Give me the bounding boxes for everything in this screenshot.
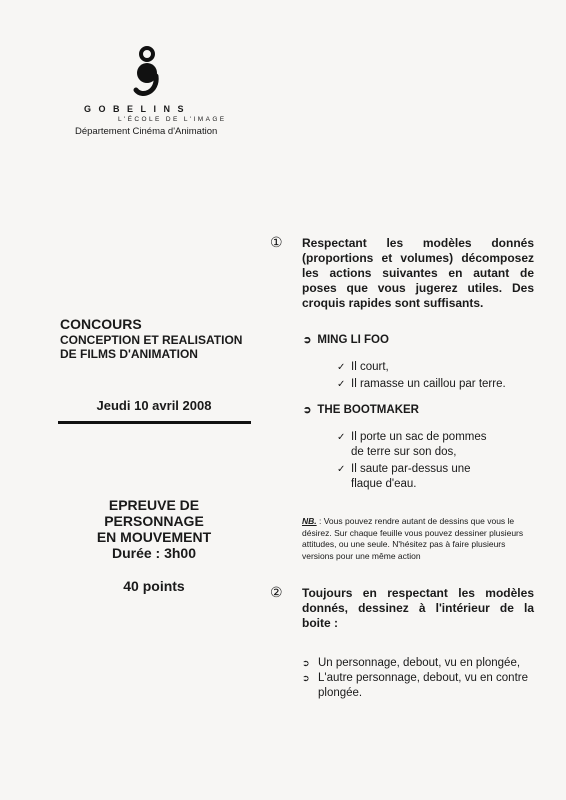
question-line: poses que vous jugerez utiles. Des: [302, 281, 534, 295]
question-line: (proportions et volumes) décomposez: [302, 251, 534, 265]
list-item-text: L'autre personnage, debout, vu en contre plongée.: [318, 672, 528, 699]
section-bootmaker: [303, 404, 419, 416]
list-item: [302, 656, 538, 671]
duration: Durée : 3h00: [111, 545, 197, 561]
nb-label: NB.: [302, 516, 317, 526]
department-label: Département Cinéma d'Animation: [75, 126, 218, 137]
list-item: [302, 671, 538, 701]
question-2-text: [302, 586, 534, 631]
section-2-list: [337, 430, 487, 494]
logo-name: GOBELINS: [84, 104, 192, 114]
concours-title: CONCOURS: [60, 316, 142, 332]
question-line: croquis rapides sont suffisants.: [302, 296, 484, 310]
question-line: boite :: [302, 616, 338, 630]
question-1-number: ①: [270, 234, 283, 250]
question-line: Toujours en respectant les modèles: [302, 586, 534, 600]
epreuve-line: EN MOUVEMENT: [96, 529, 212, 545]
arrow-icon: ➲: [303, 405, 312, 416]
arrow-icon: ➲: [302, 673, 310, 683]
list-item-text: Il saute par-dessus une flaque d'eau.: [351, 463, 471, 490]
question-1-text: [302, 236, 534, 311]
list-item: [337, 430, 487, 460]
gobelins-logo: [130, 46, 164, 100]
list-item: [337, 360, 537, 375]
question-2-number: ②: [270, 584, 283, 600]
list-item: [337, 377, 537, 392]
list-item: [337, 462, 487, 492]
section-1-list: [337, 360, 537, 394]
concours-subtitle-line: CONCEPTION ET REALISATION: [60, 333, 243, 347]
question-2-list: [302, 656, 538, 701]
logo-tagline: L'ÉCOLE DE L'IMAGE: [118, 116, 227, 123]
arrow-icon: ➲: [303, 335, 312, 346]
question-line: les actions suivantes en autant de: [302, 266, 534, 280]
concours-subtitle: [60, 333, 260, 361]
nb-note: [302, 516, 534, 562]
divider: [58, 421, 251, 424]
exam-date: Jeudi 10 avril 2008: [96, 398, 212, 413]
arrow-icon: ➲: [302, 658, 310, 668]
section-title: MING LI FOO: [317, 334, 389, 346]
list-item-text: Un personnage, debout, vu en plongée,: [318, 657, 521, 669]
checkmark-icon: ✓: [337, 432, 346, 443]
section-ming-li-foo: [303, 334, 389, 346]
nb-text: : Vous pouvez rendre autant de dessins que vous le désirez. Sur chaque feuille vous pouvez dessiner plusieurs attitudes, ou une seule. N'hésitez pas à faire plusieurs versions pour une même action: [302, 516, 524, 561]
question-line: Respectant les modèles donnés: [302, 236, 534, 250]
checkmark-icon: ✓: [337, 362, 346, 373]
question-line: donnés, dessinez à l'intérieur de la: [302, 601, 534, 615]
epreuve-title: [58, 497, 250, 545]
checkmark-icon: ✓: [337, 464, 346, 475]
checkmark-icon: ✓: [337, 379, 346, 390]
points: 40 points: [123, 578, 185, 594]
list-item-text: Il court,: [351, 361, 389, 373]
list-item-text: Il porte un sac de pommes de terre sur son dos,: [351, 431, 487, 458]
list-item-text: Il ramasse un caillou par terre.: [351, 378, 506, 390]
concours-subtitle-line: DE FILMS D'ANIMATION: [60, 347, 198, 361]
section-title: THE BOOTMAKER: [317, 404, 419, 416]
epreuve-line: EPREUVE DE PERSONNAGE: [104, 497, 204, 529]
